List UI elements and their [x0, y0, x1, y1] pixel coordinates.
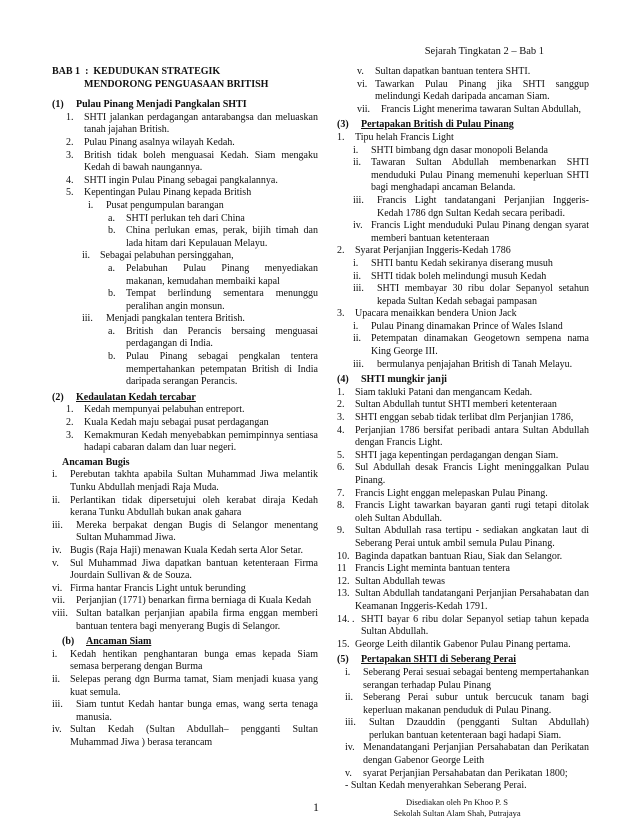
item-number: ii. [82, 250, 91, 262]
item-number: 1. [66, 404, 74, 416]
item-text: Siam tuntut Kedah hantar bunga emas, wang serta tenaga manusia. [76, 699, 318, 723]
item-text: Sebagai pelabuhan persinggahan, [100, 250, 234, 262]
section-title: Ancaman Bugis [62, 456, 130, 468]
item-text: Sultan Abdullah rasa tertipu - sediakan angkatan laut di Seberang Perai untuk ambil semula Pulau Pinang. [355, 525, 589, 549]
item-number: vi. [357, 78, 368, 90]
item-number: b. [108, 351, 116, 363]
item-number: b. [108, 225, 116, 237]
item-number: viii. [52, 607, 68, 619]
item-text: Francis Light tandatangani Perjanjian Inggeris-Kedah 1786 dgn Sultan Kedah secara peribadi. [377, 194, 589, 219]
item-number: 1. [66, 111, 74, 123]
list-item [337, 195, 589, 220]
item-number: 2. [337, 245, 345, 257]
item-number: 5. [337, 449, 345, 461]
item-text: Perebutan takhta apabila Sultan Muhammad Jiwa melantik Tunku Abdullah menjadi Raja Muda. [70, 469, 318, 493]
list-item [337, 145, 589, 158]
list-item [52, 608, 318, 633]
item-text: Perjanjian 1786 bersifat peribadi antara Sultan Abdullah dengan Francis Light. [355, 424, 589, 449]
item-number: 12. [337, 575, 350, 587]
section-heading [52, 636, 318, 649]
item-number: 8. [337, 500, 345, 512]
list-item [52, 250, 318, 263]
item-number: iii. [353, 194, 364, 206]
item-text: Francis Light tawarkan bayaran ganti rugi tetapi ditolak oleh Sultan Abdullah. [355, 500, 589, 524]
item-number: iii. [345, 717, 356, 729]
list-item [337, 258, 589, 271]
list-item [337, 639, 589, 652]
list-item [52, 558, 318, 583]
item-number: a. [108, 325, 115, 337]
item-number: vii. [52, 595, 66, 607]
item-text: Francis Light enggan melepaskan Pulau Pinang. [355, 487, 548, 499]
list-item [337, 717, 589, 742]
list-item [52, 187, 318, 200]
item-number: 3. [337, 308, 345, 320]
list-item [52, 430, 318, 455]
list-item [337, 359, 589, 372]
list-item [52, 112, 318, 137]
item-number: 4. [66, 174, 74, 186]
item-text: Menjadi pangkalan tentera British. [106, 313, 245, 325]
item-text: SHTI bayar 6 ribu dolar Sepanyol setiap tahun kepada Sultan Abdullah. [361, 613, 589, 638]
item-number: (5) [337, 654, 349, 666]
item-text: Bugis (Raja Haji) menawan Kuala Kedah serta Alor Setar. [70, 544, 303, 556]
item-number: i. [353, 144, 359, 156]
item-text: Kemakmuran Kedah menyebabkan pemimpinnya sentiasa hadapi cabaran dalam dan luar negeri. [84, 429, 318, 454]
item-text: Sul Abdullah desak Francis Light meninggalkan Pulau Pinang. [355, 462, 589, 486]
item-text: Tawaran Sultan Abdullah membenarkan SHTI menduduki Pulau Pinang memenuhi keperluan SHTI bagi menghadapi ancaman Belanda. [371, 157, 589, 194]
item-text: SHTI bimbang dgn dasar monopoli Belanda [371, 144, 548, 156]
item-text: Sultan dapatkan bantuan tentera SHTI. [375, 66, 531, 77]
item-text: SHTI ingin Pulau Pinang sebagai pangkalannya. [84, 174, 278, 186]
section-title: Pertapakan SHTI di Seberang Perai [361, 654, 517, 666]
item-number: ii. [52, 494, 61, 506]
item-number: 4. [337, 424, 345, 436]
list-item [337, 588, 589, 613]
item-number: 3. [66, 429, 74, 441]
item-number: iv. [353, 220, 363, 232]
item-text: bermulanya penjajahan British di Tanah Melayu. [377, 358, 573, 370]
item-text: SHTI perlukan teh dari China [126, 212, 245, 224]
chapter-separator: : [85, 66, 89, 77]
item-text: Pulau Pinang asalnya wilayah Kedah. [84, 136, 235, 148]
item-number: 2. [66, 136, 74, 148]
item-number: iv. [345, 742, 355, 754]
item-number: 6. [337, 462, 345, 474]
item-text: Petempatan dinamakan Geogetown sempena nama King George III. [371, 333, 589, 358]
item-number: 10. [337, 550, 350, 562]
item-number: i. [353, 257, 359, 269]
list-item [337, 104, 589, 117]
list-item [337, 742, 589, 767]
list-item [52, 724, 318, 749]
item-text: Kedah hentikan penghantaran bunga emas kepada Siam semasa berperang dengan Burma [70, 648, 318, 673]
chapter-heading [52, 66, 318, 91]
item-number: iv. [52, 724, 62, 736]
running-header: Sejarah Tingkatan 2 – Bab 1 [424, 46, 544, 57]
list-item [52, 699, 318, 724]
item-text: British tidak boleh menguasai Kedah. Siam mengaku Kedah di bawah naungannya. [84, 149, 318, 174]
item-text: SHTI bantu Kedah sekiranya diserang musuh [371, 257, 553, 269]
item-number: 1. [337, 386, 345, 398]
list-item [337, 157, 589, 195]
item-number: 14. . [337, 613, 355, 625]
item-text: SHTI jalankan perdagangan antarabangsa dan meluaskan tanah jajahan British. [84, 111, 318, 136]
item-number: i. [52, 648, 58, 660]
page-number: 1 [313, 800, 319, 814]
item-number: 13. [337, 588, 350, 600]
footer-credit [372, 797, 542, 818]
item-number: v. [357, 66, 364, 77]
list-item [337, 667, 589, 692]
list-item [52, 417, 318, 430]
item-number: ii. [353, 333, 362, 345]
item-text: Sultan Abdullah tandatangani Perjanjian Persahabatan dan Keamanan Inggeris-Kedah 1791. [355, 588, 589, 612]
item-text: Selepas perang dgn Burma tamat, Siam menjadi kuasa yang kuat semula. [70, 673, 318, 698]
item-number: (2) [52, 391, 64, 403]
list-item [337, 563, 589, 576]
list-item [52, 313, 318, 326]
list-item [337, 66, 589, 79]
list-item [52, 595, 318, 608]
section-title: SHTI mungkir janji [361, 374, 447, 386]
item-number: ii. [345, 692, 354, 704]
item-number: iii. [353, 358, 364, 370]
list-item [337, 425, 589, 450]
item-text: Perlantikan tidak dipersetujui oleh kerabat diraja Kedah kerana Tunku Abdullah bukan anak gahara [70, 494, 318, 519]
item-text: Francis Light menerima tawaran Sultan Abdullah, [381, 103, 581, 115]
credit-line-school: Sekolah Sultan Alam Shah, Putrajaya [393, 807, 521, 818]
item-text: Perjanjian (1771) benarkan firma berniaga di Kuala Kedah [76, 595, 312, 607]
list-item [337, 387, 589, 400]
item-number: ii. [52, 673, 61, 685]
item-text: Pulau Pinang dinamakan Prince of Wales Island [371, 320, 563, 332]
list-item [337, 576, 589, 589]
chapter-title-line1: KEDUDUKAN STRATEGIK [93, 66, 221, 77]
item-number: 2. [337, 399, 345, 411]
list-item [337, 321, 589, 334]
list-item [337, 399, 589, 412]
list-item [52, 200, 318, 213]
item-number: i. [52, 469, 58, 481]
section-heading [337, 654, 589, 667]
item-text: Upacara menaikkan bendera Union Jack [355, 308, 517, 320]
item-text: Siam takluki Patani dan mengancam Kedah. [355, 386, 533, 398]
list-item [337, 79, 589, 104]
list-item [52, 404, 318, 417]
list-item [52, 288, 318, 313]
list-item [337, 271, 589, 284]
item-number: 3. [66, 149, 74, 161]
item-text: Francis Light menduduki Pulau Pinang dengan syarat memberi bantuan ketenteraan [371, 220, 589, 244]
item-text: Menandatangani Perjanjian Persahabatan dan Perikatan dengan Gabenor George Leith [363, 742, 589, 767]
item-number: vii. [357, 103, 371, 115]
list-item [52, 469, 318, 494]
item-text: syarat Perjanjian Persahabatan dan Perikatan 1800; [363, 767, 568, 779]
item-text: Sultan Dzauddin (pengganti Sultan Abdullah) perlukan bantuan ketenteraan bagi hadapi Siam. [369, 717, 589, 741]
item-number: iii. [52, 519, 63, 531]
section-title: Pulau Pinang Menjadi Pangkalan SHTI [76, 99, 247, 111]
list-item [337, 780, 589, 793]
list-item [52, 225, 318, 250]
list-item [52, 351, 318, 389]
list-item [337, 488, 589, 501]
item-number: v. [345, 767, 352, 779]
section-heading [52, 392, 318, 405]
section-title: Pertapakan British di Pulau Pinang [361, 119, 514, 131]
item-text: Sultan Kedah (Sultan Abdullah– pengganti Sultan Muhammad Jiwa ) berasa terancam [70, 724, 318, 748]
credit-line-author: Disediakan oleh Pn Khoo P. S [406, 797, 508, 807]
item-text: Sul Muhammad Jiwa dapatkan bantuan ketenteraan Firma Jourdain Sullivan & de Souza. [70, 557, 318, 582]
list-item [337, 614, 589, 639]
item-text: Syarat Perjanjian Inggeris-Kedah 1786 [355, 245, 511, 257]
list-item [52, 326, 318, 351]
item-text: Tempat berlindung sementara menunggu peralihan angin monsun. [126, 288, 318, 312]
section-heading [337, 374, 589, 387]
list-item [52, 495, 318, 520]
list-item [52, 175, 318, 188]
item-text: Pusat pengumpulan barangan [106, 199, 224, 211]
item-text: SHTI membayar 30 ribu dolar Sepanyol setahun kepada Sultan Kedah sebagai pampasan [377, 283, 589, 307]
item-number: iv. [52, 544, 62, 556]
list-item [337, 412, 589, 425]
item-text: Sultan batalkan perjanjian apabila firma enggan memberi bantuan tentera bagi menyerang Bugis di Selangor. [76, 607, 318, 632]
item-number: i. [88, 199, 94, 211]
item-number: (3) [337, 119, 349, 131]
item-number: v. [52, 557, 59, 569]
item-text: Kuala Kedah maju sebagai pusat perdagangan [84, 417, 269, 429]
item-number: i. [353, 320, 359, 332]
item-number: 7. [337, 487, 345, 499]
item-number: (1) [52, 99, 64, 111]
item-text: - Sultan Kedah menyerahkan Seberang Perai. [345, 780, 527, 792]
list-item [52, 583, 318, 596]
section-heading [337, 119, 589, 132]
chapter-title-line2: MENDORONG PENGUASAAN BRITISH [84, 78, 269, 90]
left-column [52, 66, 318, 749]
item-number: a. [108, 262, 115, 274]
item-text: Tawarkan Pulau Pinang jika SHTI sanggup melindungi Kedah daripada ancaman Siam. [375, 78, 589, 103]
list-item [52, 137, 318, 150]
item-number: a. [108, 212, 115, 224]
item-number: iii. [353, 283, 364, 295]
list-item [52, 674, 318, 699]
item-text: Pelabuhan Pulau Pinang menyediakan makanan, kemudahan membaiki kapal [126, 262, 318, 287]
item-number: ii. [353, 157, 362, 169]
item-text: Sultan Abdullah tewas [355, 575, 445, 587]
list-item [337, 132, 589, 145]
list-item [337, 500, 589, 525]
list-item [52, 545, 318, 558]
item-number: 15. [337, 638, 350, 650]
list-item [337, 283, 589, 308]
section-heading [52, 457, 318, 470]
list-item [337, 308, 589, 321]
item-number: 11 [337, 563, 347, 575]
section-heading [52, 99, 318, 112]
item-number: vi. [52, 582, 63, 594]
item-number: 1. [337, 131, 345, 143]
item-text: SHTI enggan sebab tidak terlibat dlm Perjanjian 1786, [355, 412, 574, 424]
chapter-label: BAB 1 [52, 66, 81, 77]
item-text: Tipu helah Francis Light [355, 131, 454, 143]
list-item [337, 525, 589, 550]
item-number: (b) [62, 636, 75, 648]
item-number: ii. [353, 270, 362, 282]
item-text: Kedah mempunyai pelabuhan entreport. [84, 404, 245, 416]
item-number: i. [345, 666, 351, 678]
item-number: 9. [337, 525, 345, 537]
list-item [337, 333, 589, 358]
item-text: Kepentingan Pulau Pinang kepada British [84, 187, 252, 199]
list-item [337, 220, 589, 245]
section-title: Ancaman Siam [86, 636, 152, 648]
list-item [337, 768, 589, 781]
item-number: 5. [66, 187, 74, 199]
item-text: Sultan Abdullah tuntut SHTI memberi ketenteraan [355, 399, 557, 411]
item-number: 3. [337, 412, 345, 424]
list-item [52, 263, 318, 288]
item-text: Firma hantar Francis Light untuk berunding [70, 582, 246, 594]
item-text: Pulau Pinang sebagai pengkalan tentera mempertahankan petempatan British di India daripada serangan Perancis. [126, 351, 318, 388]
list-item [337, 462, 589, 487]
item-text: Baginda dapatkan bantuan Riau, Siak dan Selangor. [355, 550, 563, 562]
item-text: Seberang Perai subur untuk bercucuk tanam bagi keperluan makanan penduduk di Pulau Pinang. [363, 692, 589, 716]
section-title: Kedaulatan Kedah tercabar [76, 391, 196, 403]
item-text: Mereka berpakat dengan Bugis di Selangor menentang Sultan Muhammad Jiwa. [76, 519, 318, 544]
item-number: iii. [82, 313, 93, 325]
list-item [337, 692, 589, 717]
item-number: b. [108, 288, 116, 300]
list-item [337, 551, 589, 564]
item-text: British dan Perancis bersaing menguasai perdagangan di India. [126, 325, 318, 350]
item-number: (4) [337, 374, 349, 386]
item-text: Francis Light meminta bantuan tentera [355, 563, 510, 575]
item-number: iii. [52, 699, 63, 711]
item-text: George Leith dilantik Gabenor Pulau Pinang pertama. [355, 638, 571, 650]
item-text: Seberang Perai sesuai sebagai benteng mempertahankan serangan terhadap Pulau Pinang [363, 666, 589, 691]
right-column [337, 66, 589, 793]
item-number: 2. [66, 417, 74, 429]
list-item [52, 213, 318, 226]
list-item [52, 150, 318, 175]
item-text: SHTI tidak boleh melindungi musuh Kedah [371, 270, 547, 282]
item-text: China perlukan emas, perak, bijih timah dan lada hitam dari Kepulauan Melayu. [126, 225, 318, 249]
item-text: SHTI jaga kepentingan perdagangan dengan Siam. [355, 449, 559, 461]
list-item [337, 245, 589, 258]
list-item [52, 520, 318, 545]
list-item [337, 450, 589, 463]
list-item [52, 649, 318, 674]
